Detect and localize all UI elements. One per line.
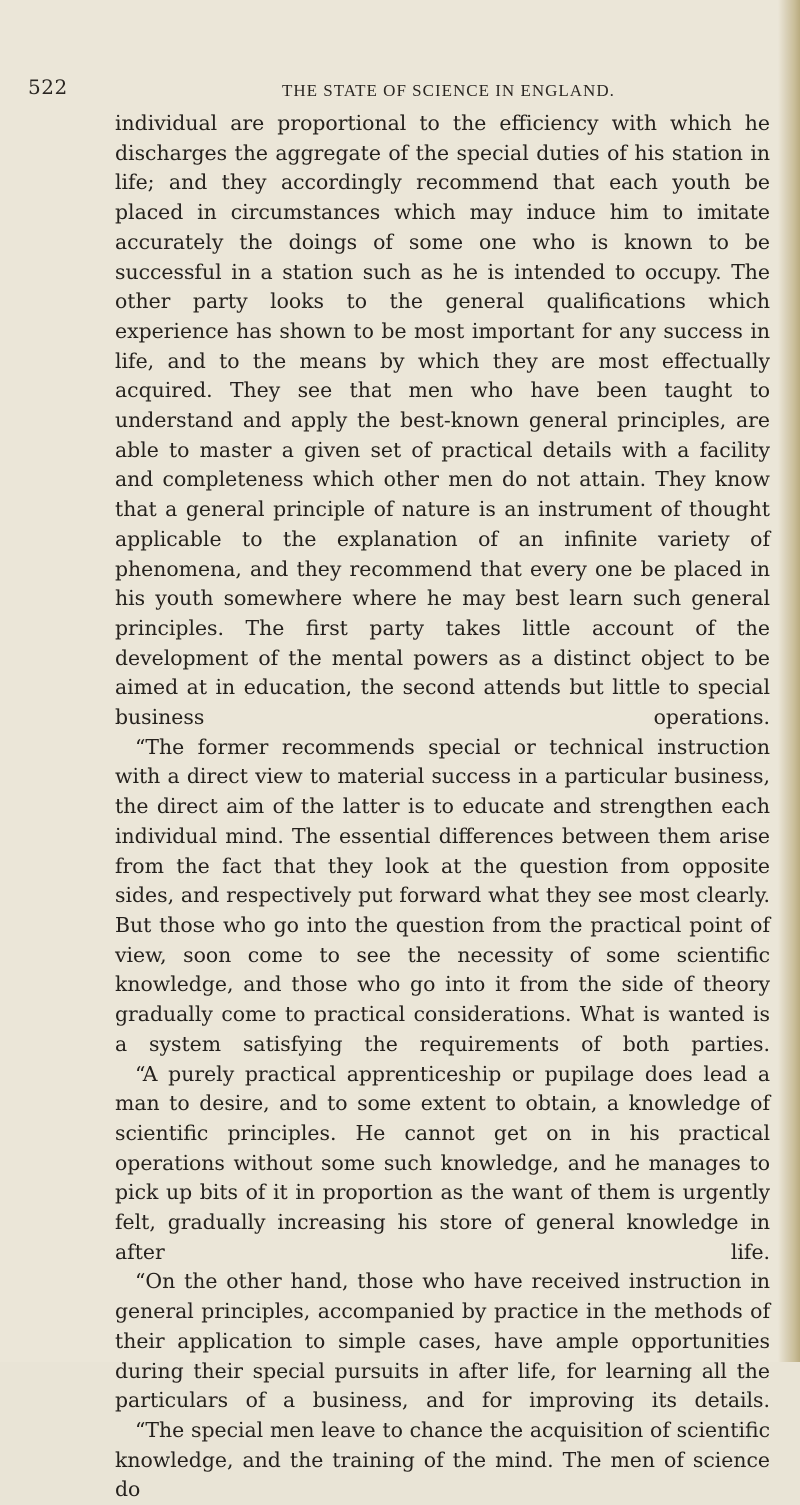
page-number: 522 (28, 75, 68, 99)
paragraph-2: “The former recommends special or technical instruction with a direct view to material success in a particular business, the direct aim of the latter is to educate and strengthen each individual mind. The essential differences between them arise from the fact that they look at the question from opposite sides, and respectively put forward what they see most clearly. But those who go into the question from the practical point of view, soon come to see the necessity of some scientific knowledge, and those who go into it from the side of theory gradually come to practical considerations. What is wanted is a system satisfying the requirements of both parties. (115, 734, 770, 1056)
paragraph-1: individual are proportional to the efficiency with which he discharges the aggregate of the special duties of his station in life; and they accordingly recommend that each youth be placed in circumstances which may induce him to imitate accurately the doings of some one who is known to be successful in a station such as he is intended to occupy. The other party looks to the general qualifications which experience has shown to be most important for any success in life, and to the means by which they are most effectually acquired. They see that men who have been taught to understand and apply the best-known general principles, are able to master a given set of practical details with a facility and completeness which other men do not attain. They know that a general principle of nature is an instrument of thought applicable to the explanation of an infinite variety of phenomena, and they recommend that every one be placed in his youth somewhere where he may best learn such general principles. The first party takes little account of the development of the mental powers as a distinct object to be aimed at in education, the second attends but little to special business operations. (115, 111, 770, 730)
paragraph-5: “The special men leave to chance the acquisition of scientific knowledge, and the training of the mind. The men of science do (115, 1417, 770, 1502)
running-head: THE STATE OF SCIENCE IN ENGLAND. (282, 81, 615, 100)
page-edge-shadow (778, 0, 800, 1362)
body-text (115, 109, 770, 1505)
paragraph-4: “On the other hand, those who have received instruction in general principles, accompanied by practice in the methods of their application to simple cases, have ample opportunities during their special pursuits in after life, for learning all the particulars of a business, and for improving its details. (115, 1269, 770, 1413)
paragraph-3: “A purely practical apprenticeship or pupilage does lead a man to desire, and to some extent to obtain, a knowledge of scientific principles. He cannot get on in his practical operations without some such knowledge, and he manages to pick up bits of it in proportion as the want of them is urgently felt, gradually increasing his store of general knowledge in after life. (115, 1061, 770, 1264)
